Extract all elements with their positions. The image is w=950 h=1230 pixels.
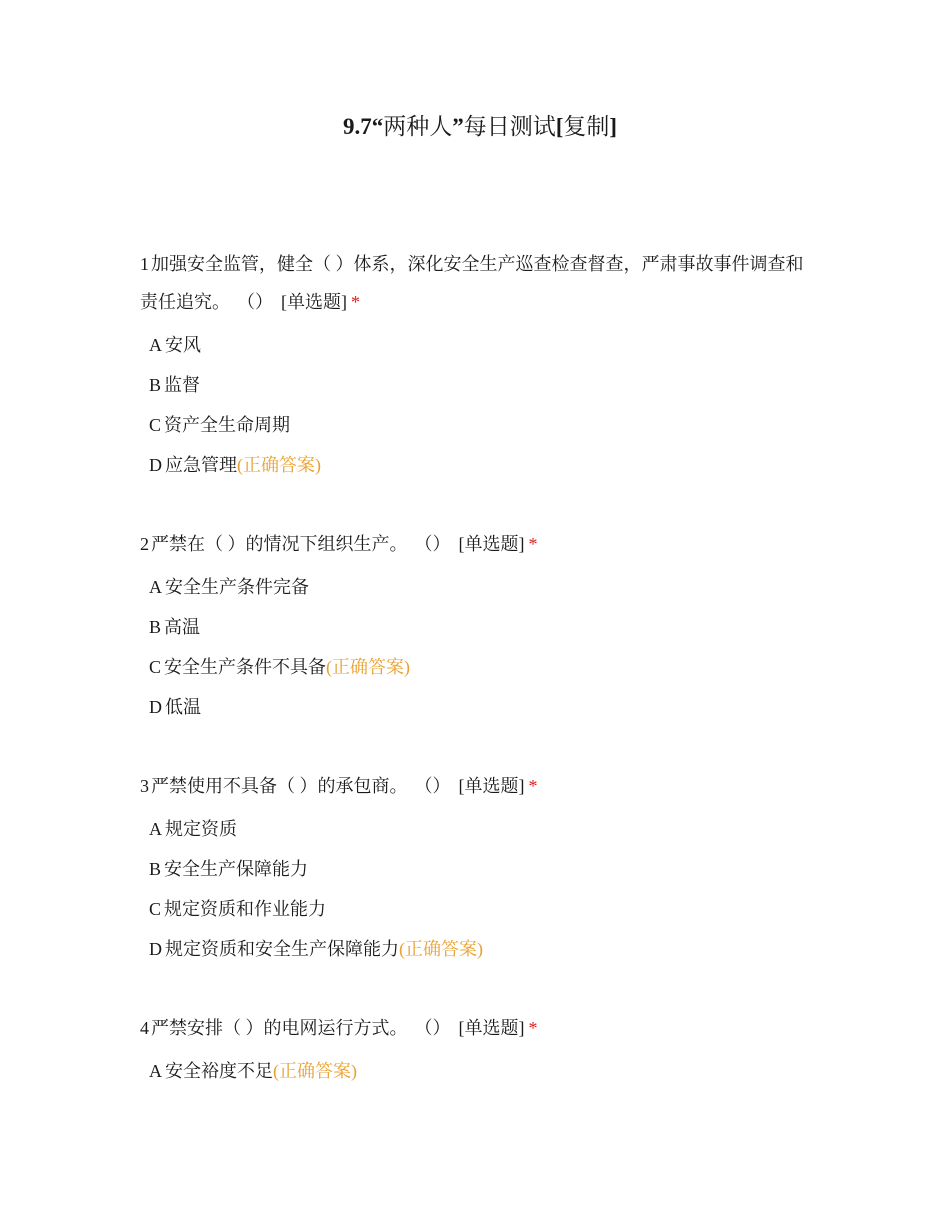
required-star: * <box>528 534 538 554</box>
question-body: 加强安全监管，健全（ ）体系，深化安全生产巡查检查督查，严肃事故事件调查和责任追究。 <box>140 254 804 312</box>
question-number: 2 <box>140 534 149 554</box>
option-text: 监督 <box>164 375 201 395</box>
required-star: * <box>528 776 538 796</box>
title-bracket-open: [ <box>555 114 564 139</box>
question-body: 严禁安排（ ）的电网运行方式。 <box>151 1018 408 1038</box>
option-text: 安全生产保障能力 <box>164 859 309 879</box>
option-text: 安全生产条件不具备 <box>164 657 327 677</box>
title-prefix: 9.7“ <box>342 114 384 139</box>
option-list <box>140 809 820 969</box>
question-2 <box>140 525 820 727</box>
title-quote-close: ” <box>452 114 464 139</box>
title-bracket-close: ] <box>609 114 618 139</box>
question-4 <box>140 1009 820 1091</box>
option-text: 资产全生命周期 <box>164 415 291 435</box>
question-text-1 <box>140 245 820 321</box>
option-a[interactable] <box>140 567 820 607</box>
option-b[interactable] <box>140 607 820 647</box>
required-star: * <box>528 1018 538 1038</box>
option-letter: C <box>149 899 162 919</box>
option-text: 应急管理 <box>165 455 237 475</box>
option-d[interactable] <box>140 687 820 727</box>
option-text: 高温 <box>164 617 201 637</box>
page-title <box>0 112 950 142</box>
option-text: 规定资质和安全生产保障能力 <box>165 939 399 959</box>
question-number: 3 <box>140 776 149 796</box>
question-type: [单选题] <box>458 1018 525 1038</box>
option-text: 安全裕度不足 <box>165 1061 273 1081</box>
option-letter: A <box>149 577 162 597</box>
option-text: 规定资质 <box>165 819 237 839</box>
option-letter: D <box>149 697 162 717</box>
option-d[interactable] <box>140 445 820 485</box>
title-copy: 复制 <box>563 114 610 139</box>
question-text-4 <box>140 1009 820 1047</box>
option-letter: D <box>149 939 162 959</box>
correct-answer-tag: (正确答案) <box>273 1061 357 1081</box>
option-text: 安全生产条件完备 <box>165 577 309 597</box>
correct-answer-tag: (正确答案) <box>237 455 321 475</box>
question-number: 4 <box>140 1018 149 1038</box>
option-c[interactable] <box>140 889 820 929</box>
title-middle: 两种人 <box>383 114 453 139</box>
option-letter: A <box>149 335 162 355</box>
question-body: 严禁使用不具备（ ）的承包商。 <box>151 776 408 796</box>
question-type: [单选题] <box>458 776 525 796</box>
option-letter: D <box>149 455 162 475</box>
correct-answer-tag: (正确答案) <box>326 657 411 677</box>
option-text: 低温 <box>165 697 201 717</box>
option-letter: A <box>149 819 162 839</box>
option-letter: A <box>149 1061 162 1081</box>
question-1 <box>140 245 820 485</box>
option-letter: B <box>149 859 162 879</box>
answer-paren: （） <box>423 1018 451 1038</box>
option-b[interactable] <box>140 849 820 889</box>
option-list <box>140 567 820 727</box>
question-text-2 <box>140 525 820 563</box>
question-body: 严禁在（ ）的情况下组织生产。 <box>151 534 408 554</box>
option-c[interactable] <box>140 405 820 445</box>
title-suffix: 每日测试 <box>463 114 556 139</box>
option-text: 安风 <box>165 335 201 355</box>
question-3 <box>140 767 820 969</box>
option-a[interactable] <box>140 1051 820 1091</box>
option-c[interactable] <box>140 647 820 687</box>
option-letter: C <box>149 415 162 435</box>
option-list <box>140 1051 820 1091</box>
option-a[interactable] <box>140 325 820 365</box>
question-type: [单选题] <box>281 292 347 312</box>
option-b[interactable] <box>140 365 820 405</box>
answer-paren: （） <box>423 776 451 796</box>
option-a[interactable] <box>140 809 820 849</box>
option-letter: B <box>149 375 162 395</box>
answer-paren: （） <box>246 292 273 312</box>
option-letter: B <box>149 617 162 637</box>
option-list <box>140 325 820 485</box>
required-star: * <box>351 292 360 312</box>
correct-answer-tag: (正确答案) <box>399 939 483 959</box>
question-number: 1 <box>140 254 149 274</box>
question-text-3 <box>140 767 820 805</box>
option-d[interactable] <box>140 929 820 969</box>
question-type: [单选题] <box>458 534 525 554</box>
option-text: 规定资质和作业能力 <box>164 899 327 919</box>
answer-paren: （） <box>423 534 451 554</box>
option-letter: C <box>149 657 162 677</box>
